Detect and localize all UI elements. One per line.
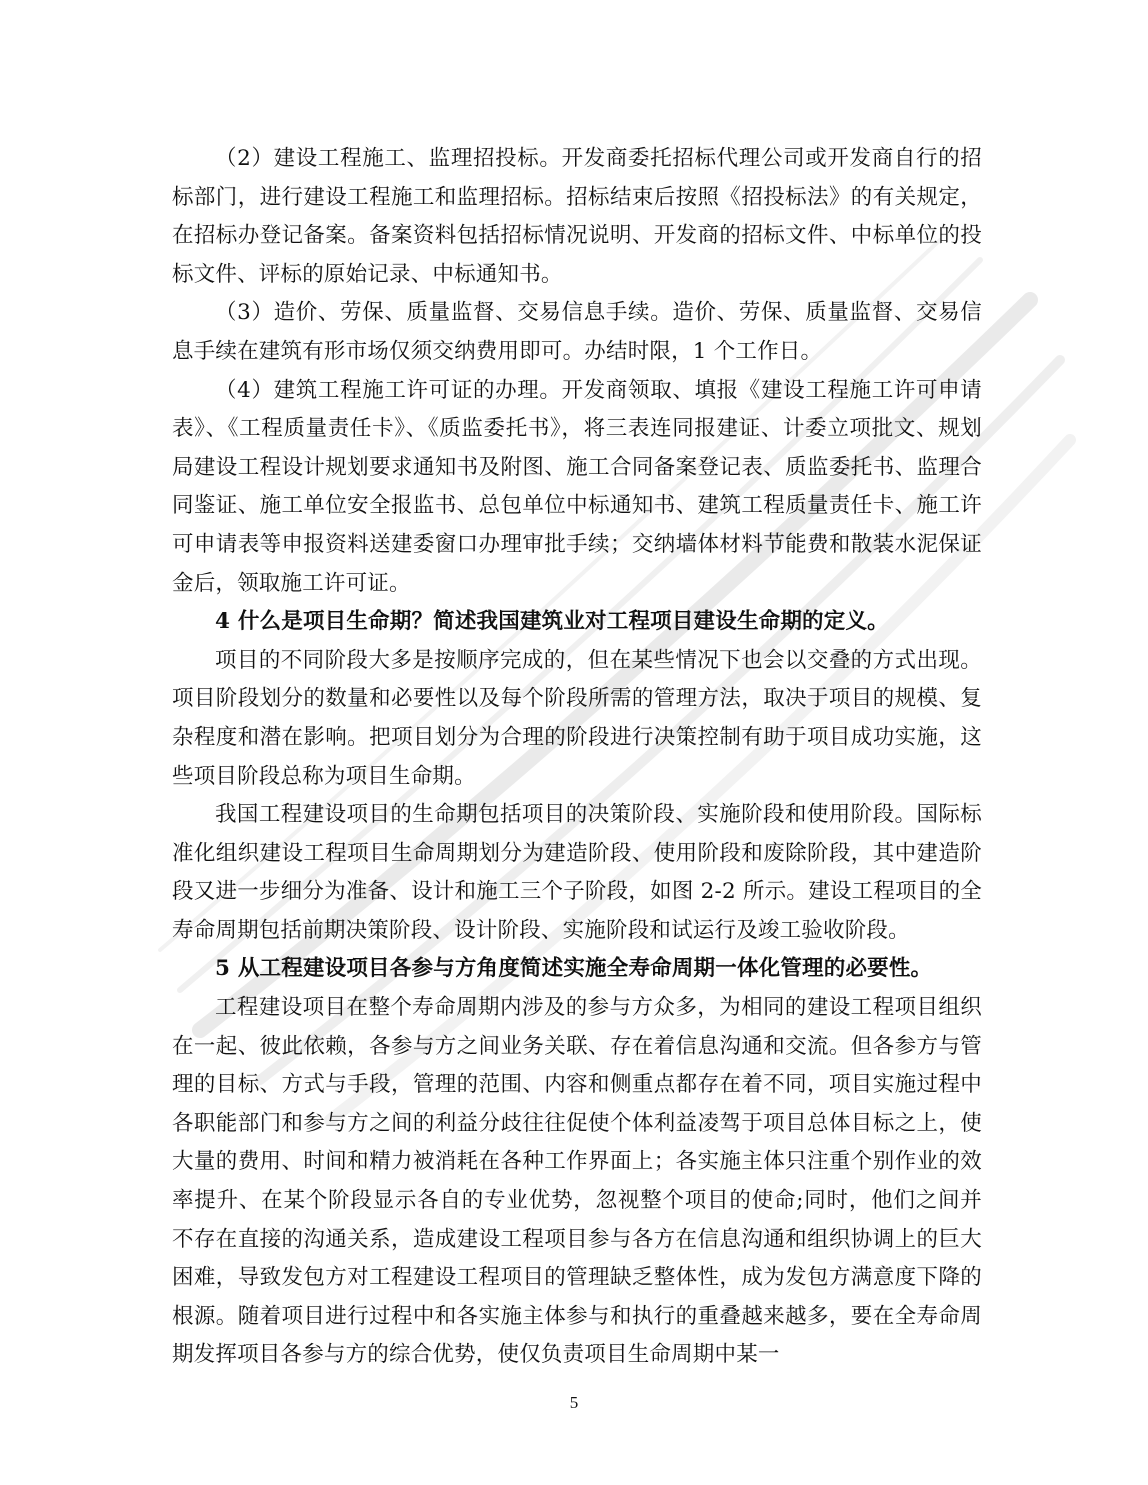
paragraph-item-4-permit: （4）建筑工程施工许可证的办理。开发商领取、填报《建设工程施工许可申请表》、《工程质量责任卡》、《质监委托书》，将三表连同报建证、计委立项批文、规划局建设工程设计规划要求通知书及附图、施工合同备案登记表、质监委托书、监理合同鉴证、施工单位安全报监书、总包单位中标通知书、建筑工程质量责任卡、施工许可申请表等申报资料送建委窗口办理审批手续；交纳墙体材料节能费和散装水泥保证金后，领取施工许可证。 — [172, 377, 982, 596]
question-heading-5: 5 从工程建设项目各参与方角度简述实施全寿命周期一体化管理的必要性。 — [215, 956, 933, 982]
page-number: 5 — [569, 1393, 579, 1412]
paragraph-item-2-bidding: （2）建设工程施工、监理招投标。开发商委托招标代理公司或开发商自行的招标部门，进行建设工程施工和监理招标。招标结束后按照《招投标法》的有关规定，在招标办登记备案。备案资料包括招标情况说明、开发商的招标文件、中标单位的投标文件、评标的原始记录、中标通知书。 — [172, 146, 982, 287]
document-body — [172, 140, 982, 1375]
paragraph-integrated-management: 工程建设项目在整个寿命周期内涉及的参与方众多，为相同的建设工程项目组织在一起、彼此依赖，各参与方之间业务关联、存在着信息沟通和交流。但各参方与管理的目标、方式与手段，管理的范围、内容和侧重点都存在着不同，项目实施过程中各职能部门和参与方之间的利益分歧往往促使个体利益凌驾于项目总体目标之上，使大量的费用、时间和精力被消耗在各种工作界面上；各实施主体只注重个别作业的效率提升、在某个阶段显示各自的专业优势，忽视整个项目的使命;同时，他们之间并不存在直接的沟通关系，造成建设工程项目参与各方在信息沟通和组织协调上的巨大困难，导致发包方对工程建设工程项目的管理缺乏整体性，成为发包方满意度下降的根源。随着项目进行过程中和各实施主体参与和执行的重叠越来越多，要在全寿命周期发挥项目各参与方的综合优势，使仅负责项目生命周期中某一 — [172, 995, 982, 1368]
paragraph-china-lifecycle: 我国工程建设项目的生命期包括项目的决策阶段、实施阶段和使用阶段。国际标准化组织建设工程项目生命周期划分为建造阶段、使用阶段和废除阶段，其中建造阶段又进一步细分为准备、设计和施工三个子阶段，如图 2-2 所示。建设工程项目的全寿命周期包括前期决策阶段、设计阶段、实施阶段和试运行及竣工验收阶段。 — [172, 802, 982, 943]
paragraph-item-3-fees: （3）造价、劳保、质量监督、交易信息手续。造价、劳保、质量监督、交易信息手续在建筑有形市场仅须交纳费用即可。办结时限，1 个工作日。 — [172, 300, 982, 364]
paragraph-project-lifecycle: 项目的不同阶段大多是按顺序完成的，但在某些情况下也会以交叠的方式出现。项目阶段划分的数量和必要性以及每个阶段所需的管理方法，取决于项目的规模、复杂程度和潜在影响。把项目划分为合理的阶段进行决策控制有助于项目成功实施，这些项目阶段总称为项目生命期。 — [172, 647, 982, 789]
question-heading-4: 4 什么是项目生命期？简述我国建筑业对工程项目建设生命期的定义。 — [215, 609, 889, 635]
